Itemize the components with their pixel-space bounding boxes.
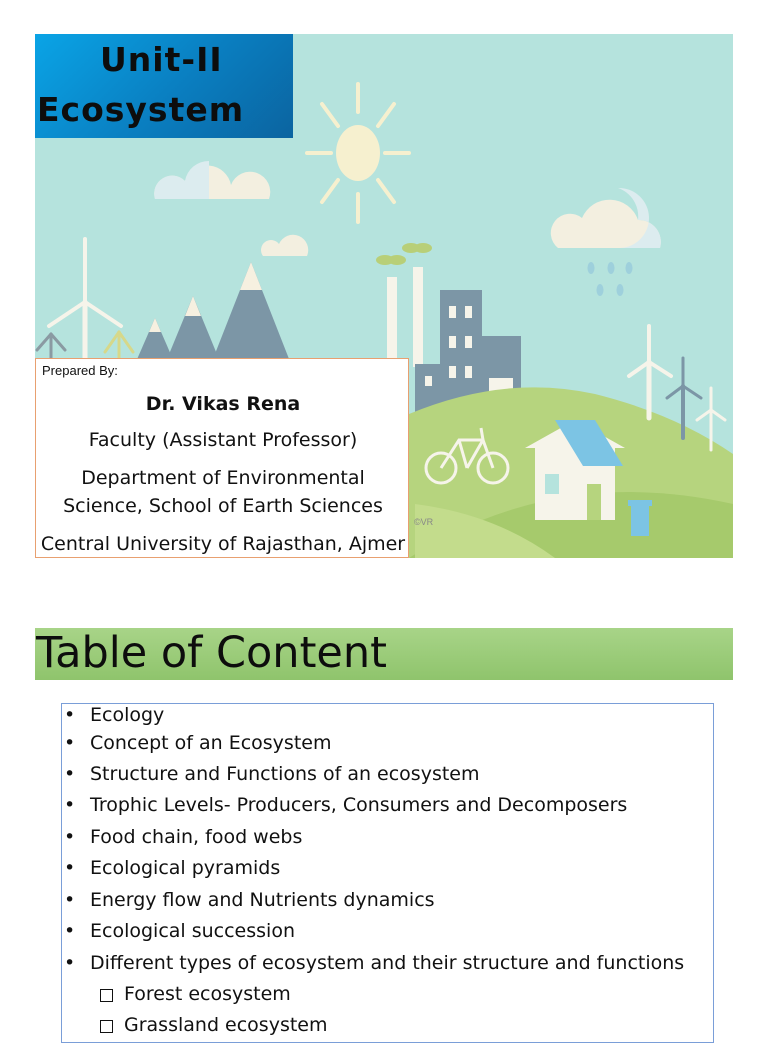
toc-title: Table of Content — [36, 628, 387, 678]
wind-turbine-icon — [629, 326, 671, 418]
department-line1: Department of Environmental — [81, 467, 365, 489]
bullet-icon: • — [64, 732, 76, 754]
slide-title-line2: Ecosystem — [37, 90, 245, 129]
checkbox-bullet-icon — [100, 989, 113, 1002]
rain-cloud-icon — [551, 188, 661, 296]
author-box — [35, 358, 409, 558]
cloud-icon — [154, 161, 270, 199]
title-slide — [35, 34, 733, 558]
bullet-icon: • — [64, 952, 76, 974]
bullet-icon: • — [64, 857, 76, 879]
cloud-icon — [261, 235, 308, 256]
sun-icon — [307, 84, 409, 222]
slide-title-line1: Unit-II — [100, 40, 223, 79]
bullet-icon: • — [64, 826, 76, 848]
checkbox-bullet-icon — [100, 1020, 113, 1033]
department-line2: Science, School of Earth Sciences — [63, 495, 383, 517]
author-position: Faculty (Assistant Professor) — [88, 429, 358, 451]
title-box — [35, 34, 293, 138]
bullet-icon: • — [64, 794, 76, 816]
bullet-icon: • — [64, 704, 76, 726]
bullet-icon: • — [64, 763, 76, 785]
prepared-by-label: Prepared By: — [42, 363, 118, 378]
bullet-icon: • — [64, 889, 76, 911]
author-name: Dr. Vikas Rena — [145, 393, 301, 415]
bullet-icon: • — [64, 920, 76, 942]
toc-header — [35, 628, 733, 680]
mountain-icon — [135, 262, 291, 364]
image-credit: ©VR — [414, 517, 434, 527]
toc-box: • Ecology • Concept of an Ecosystem • Structure and Functions of an ecosystem • Trophic Levels- Producers, Consumers and Decomposers • Food chain, food webs • Ecological pyramids • Energy flow and Nutrients dynamics • Ecological succession • Different types of ecosystem and their structure and functions Forest ecosystem Grassland ecosystem — [61, 703, 714, 1043]
university-name: Central University of Rajasthan, Ajmer — [40, 533, 406, 555]
trash-bin-icon — [628, 500, 652, 536]
